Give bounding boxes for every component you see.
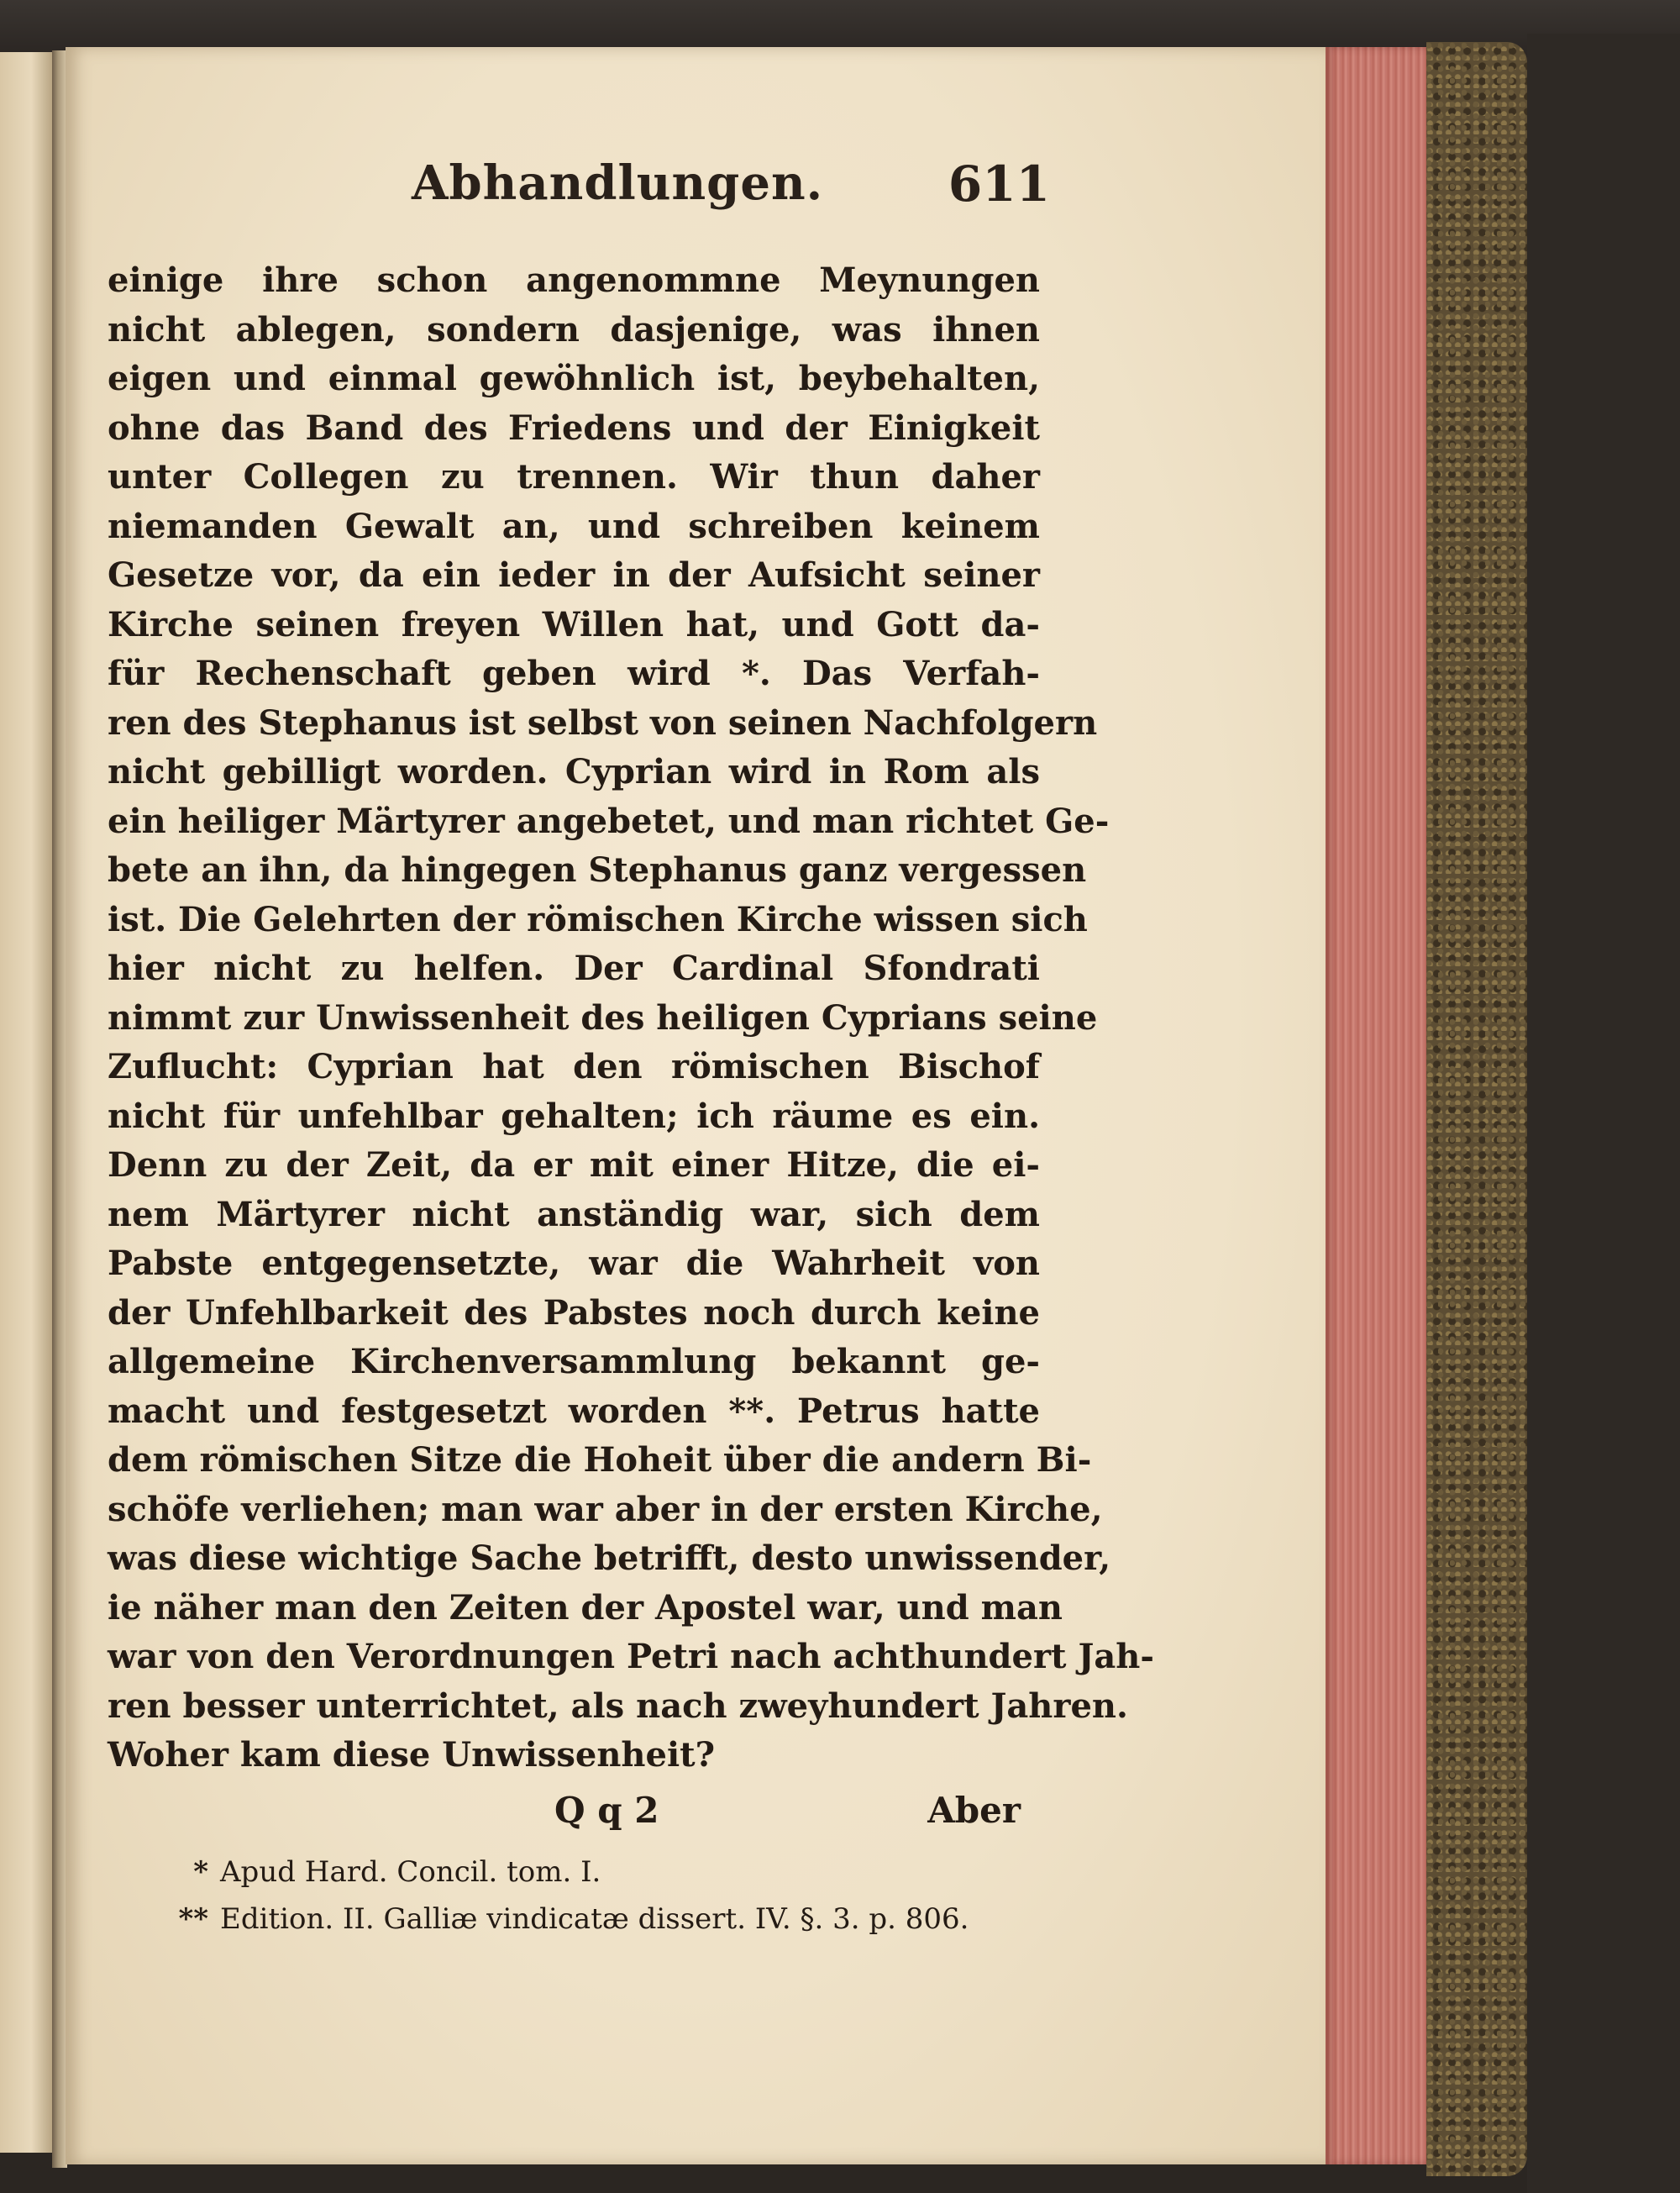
page-title: Abhandlungen. [412,155,824,211]
signature-mark: Q q 2 [554,1790,659,1831]
text-line: Zuflucht: Cyprian hat den römischen Bischof [108,1047,1040,1086]
footnote [168,1849,1050,1896]
text-line: eigen und einmal gewöhnlich ist, beybehalten, [108,359,1040,398]
text-line: schöfe verliehen; man war aber in der ersten Kirche, [108,1489,1103,1529]
text-line: nem Märtyrer nicht anständig war, sich dem [108,1194,1040,1234]
text-line: niemanden Gewalt an, und schreiben keinem [108,506,1040,546]
text-line: macht und festgesetzt worden **. Petrus hatte [108,1391,1040,1431]
text-line: was diese wichtige Sache betrifft, desto unwissender, [108,1538,1111,1578]
catchword: Aber [927,1790,1021,1831]
page-edges-red [1326,47,1426,2164]
footnote-text: Edition. II. Galliæ vindicatæ dissert. IV. §. 3. p. 806. [220,1902,969,1936]
text-line: bete an ihn, da hingegen Stephanus ganz vergessen [108,850,1087,890]
text-line: einige ihre schon angenommne Meynungen [108,260,1040,300]
body-text [108,256,1154,1780]
left-page-edge [0,52,55,2153]
footnote-text: Apud Hard. Concil. tom. I. [220,1855,601,1889]
background-right [1527,34,1680,2193]
text-line: hier nicht zu helfen. Der Cardinal Sfondrati [108,949,1040,988]
text-line: der Unfehlbarkeit des Pabstes noch durch keine [108,1292,1040,1333]
text-line: ren besser unterrichtet, als nach zweyhundert Jahren. [108,1686,1128,1726]
text-line: Kirche seinen freyen Willen hat, und Gott da- [108,604,1040,644]
page-number: 611 [948,155,1050,213]
text-line: dem römischen Sitze die Hoheit über die andern Bi- [108,1440,1092,1480]
text-line: allgemeine Kirchenversammlung bekannt ge- [108,1342,1040,1381]
text-line: ein heiliger Märtyrer angebetet, und man richtet Ge- [108,801,1110,841]
text-line: ren des Stephanus ist selbst von seinen Nachfolgern [108,702,1098,743]
text-line: nimmt zur Unwissenheit des heiligen Cyprians seine [108,997,1098,1038]
text-line: Denn zu der Zeit, da er mit einer Hitze, die ei- [108,1145,1040,1185]
text-line: ist. Die Gelehrten der römischen Kirche wissen sich [108,899,1088,939]
marbled-cover [1426,42,1527,2176]
footnote-mark: * [193,1855,208,1889]
footnote [168,1896,1050,1943]
running-head [412,155,1050,231]
text-line: nicht gebilligt worden. Cyprian wird in Rom als [108,752,1040,791]
text-line: unter Collegen zu trennen. Wir thun daher [108,457,1040,497]
text-line: Pabste entgegensetzte, war die Wahrheit von [108,1244,1040,1283]
text-line: ie näher man den Zeiten der Apostel war, und man [108,1587,1063,1628]
text-line: für Rechenschaft geben wird *. Das Verfah- [108,654,1040,693]
footnotes [168,1849,1050,1943]
text-line: nicht für unfehlbar gehalten; ich räume es ein. [108,1096,1040,1136]
text-line: nicht ablegen, sondern dasjenige, was ihnen [108,309,1040,350]
text-line-last: Woher kam diese Unwissenheit? [108,1735,716,1775]
footnote-mark: ** [178,1902,208,1936]
text-line: ohne das Band des Friedens und der Einigkeit [108,408,1040,448]
text-line: Gesetze vor, da ein ieder in der Aufsicht seiner [108,555,1040,595]
text-line: war von den Verordnungen Petri nach achthundert Jah- [108,1637,1154,1676]
